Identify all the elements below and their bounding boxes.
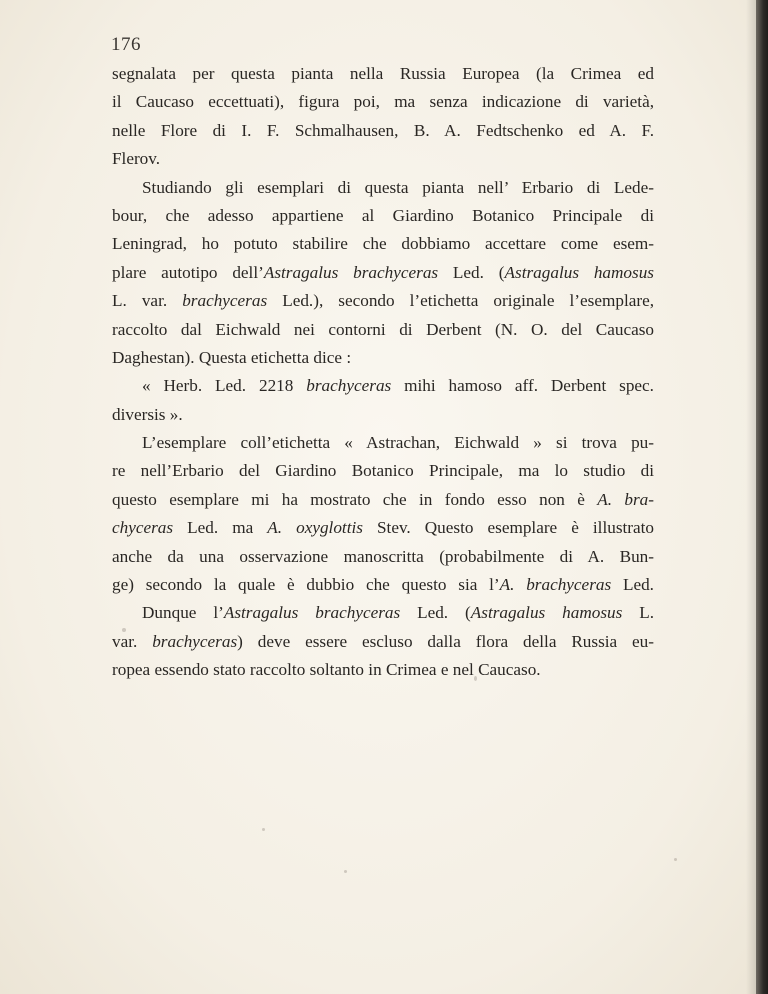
text-segment: plare autotipo dell’ [112,262,264,282]
italic-taxon-text: brachyceras [306,376,392,396]
italic-taxon-text: Astragalus hamosus [504,262,654,282]
text-segment: Studiando gli esemplari di questa pianta nell’ Erbario di Lede- [142,177,654,197]
text-segment: Dunque l’ [142,603,224,623]
text-line [112,230,654,258]
italic-taxon-text: Astragalus brachyceras [223,603,401,623]
text-line [112,401,654,429]
text-segment: L’esemplare coll’etichetta « Astrachan, Eichwald » si trova pu- [142,433,654,453]
paper-speck [344,870,347,873]
text-line [112,543,654,571]
text-segment: mihi hamoso aff. Derbent spec. [391,376,654,396]
text-line [112,174,654,202]
paper-speck [262,828,265,831]
text-segment: L. [622,603,655,623]
paper-speck [122,628,126,632]
text-line [112,372,654,400]
text-line [112,60,654,88]
text-line [112,486,654,514]
text-segment: Flerov. [112,149,161,169]
text-segment: var. [112,631,153,651]
text-segment: Stev. Questo esemplare è illustrato [362,518,654,538]
text-segment: anche da una osservazione manoscritta (probabilmente di A. Bun- [112,546,654,566]
text-segment: questo esemplare mi ha mostrato che in fondo esso non è [112,489,598,509]
book-edge [756,0,768,994]
page-gutter-shadow [746,0,756,994]
text-line [112,628,654,656]
text-line [112,457,654,485]
text-segment: Led.), secondo l’etichetta originale l’esemplare, [267,291,654,311]
text-line [112,571,654,599]
paper-speck [674,858,677,861]
italic-taxon-text: Astragalus hamosus [470,603,623,623]
text-segment: « Herb. Led. 2218 [142,376,307,396]
text-line [112,344,654,372]
text-segment: raccolto dal Eichwald nei contorni di Derbent (N. O. del Caucaso [112,319,654,339]
text-segment: bour, che adesso appartiene al Giardino Botanico Principale di [112,205,654,225]
text-line [112,202,654,230]
italic-taxon-text: brachyceras [152,631,238,651]
text-line [112,117,654,145]
text-segment: Led. ( [400,603,471,623]
text-segment: Led. ma [173,518,268,538]
text-segment: L. var. [112,291,183,311]
italic-taxon-text: Astragalus brachyceras [263,262,439,282]
italic-taxon-text: A. oxyglottis [267,518,363,538]
text-segment: nelle Flore di I. F. Schmalhausen, B. A. Fedtschenko ed A. F. [112,120,654,140]
text-line [112,514,654,542]
paper-speck [474,676,477,681]
text-segment: Led. [611,575,654,595]
text-line [112,88,654,116]
text-line [112,316,654,344]
italic-taxon-text: brachyceras [182,291,268,311]
text-line [112,287,654,315]
text-line [112,599,654,627]
text-segment: Leningrad, ho potuto stabilire che dobbiamo accettare come esem- [112,234,654,254]
text-segment: Led. ( [438,262,505,282]
text-line [112,145,654,173]
text-segment: il Caucaso eccettuati), figura poi, ma senza indicazione di varietà, [112,92,654,112]
text-segment: diversis ». [112,404,183,424]
text-segment: ) deve essere escluso dalla flora della Russia eu- [237,631,654,651]
text-line [112,259,654,287]
text-segment: re nell’Erbario del Giardino Botanico Principale, ma lo studio di [112,461,654,481]
text-line [112,656,654,684]
italic-taxon-text: A. bra- [597,489,654,509]
body-text [112,60,654,685]
text-line [112,429,654,457]
text-segment: segnalata per questa pianta nella Russia Europea (la Crimea ed [112,64,654,83]
text-segment: ropea essendo stato raccolto soltanto in Crimea e nel Caucaso. [112,660,541,680]
italic-taxon-text: chyceras [112,518,174,538]
text-segment: Daghestan). Questa etichetta dice : [112,347,352,367]
page-number: 176 [111,34,141,55]
text-segment: ge) secondo la quale è dubbio che questo sia l’ [112,575,500,595]
italic-taxon-text: A. brachyceras [499,575,612,595]
